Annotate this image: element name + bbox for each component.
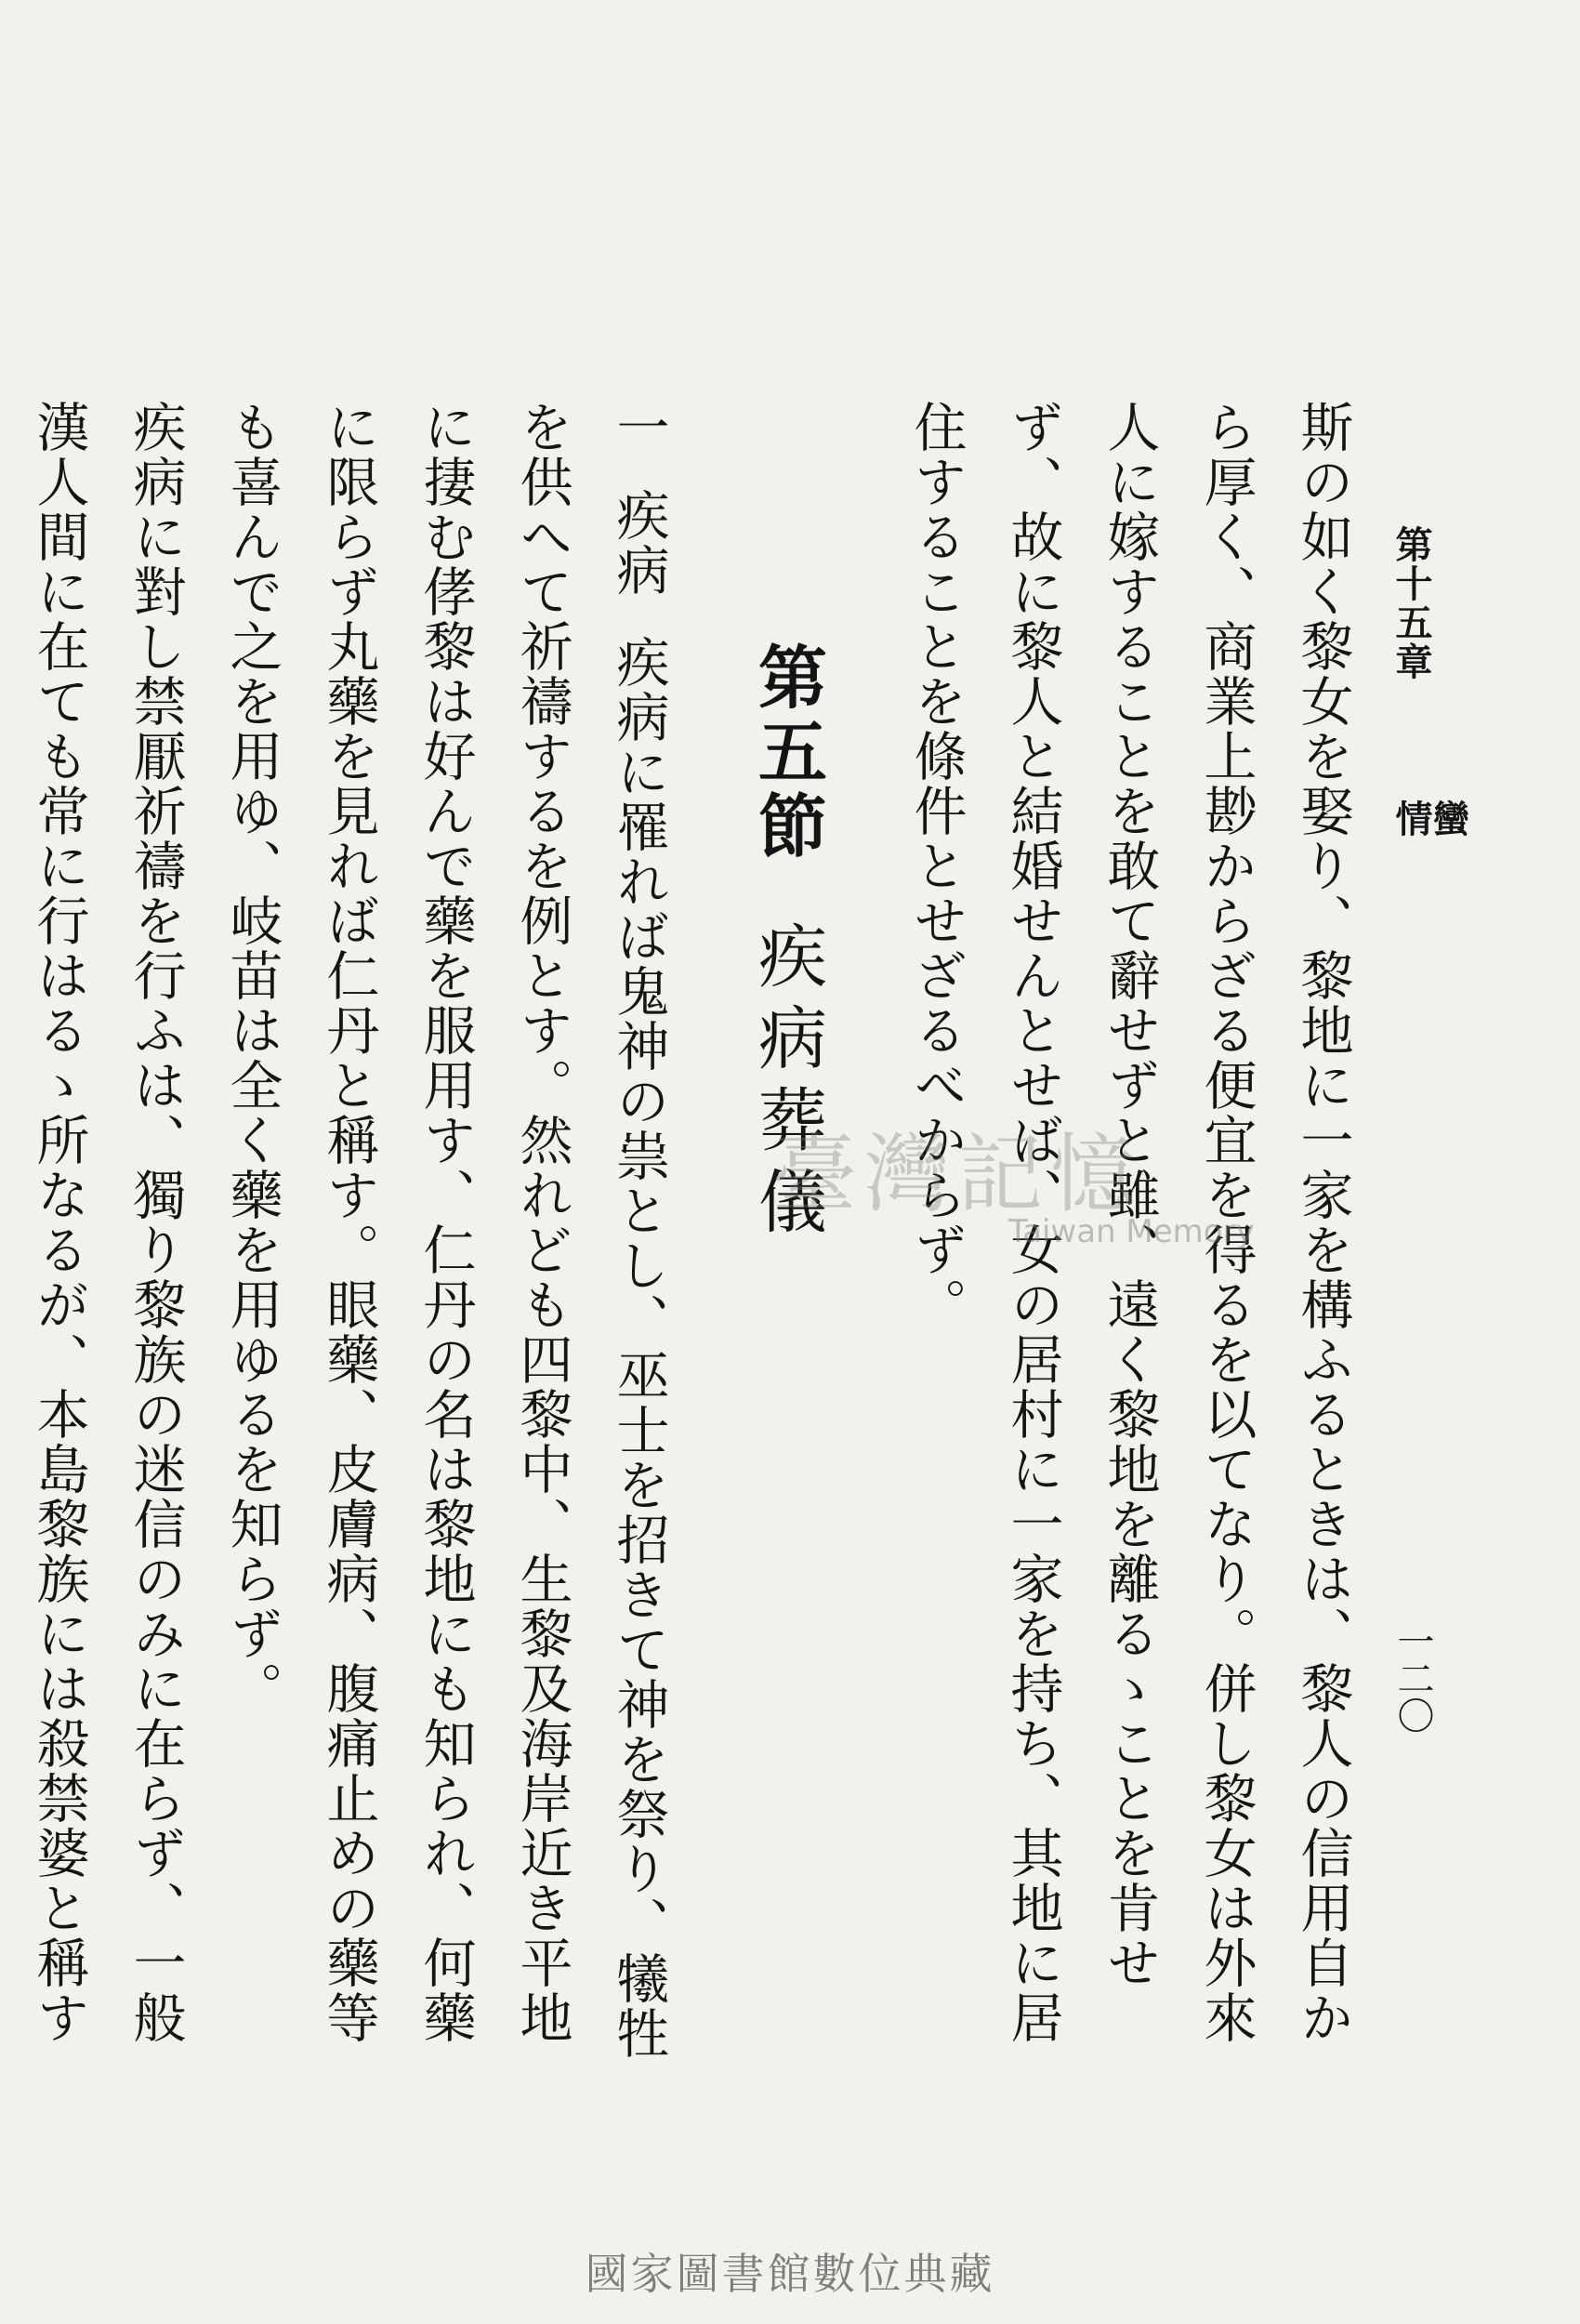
paragraph-2-text: 疾病に罹れば鬼神の祟とし、巫士を招きて神を祭り、犧牲を供へて祈禱するを例とす。然れども四黎中、生黎及海岸近き平地に捿む侾黎は好んで藥を服用す、仁丹の名は黎地にも知られ、何藥に限らず丸藥を見れば仁丹と稱す。眼藥、皮膚病、腹痛止めの藥等も喜んで之を用ゆ、岐苗は全く藥を用ゆるを知らず。 xyxy=(221,400,669,2061)
item-label: 疾病 xyxy=(608,488,669,598)
paragraph-1: 斯の如く黎女を娶り、黎地に一家を構ふるときは、黎人の信用自から厚く、商業上尠からざる便宜を得るを以てなり。併し黎女は外來人に嫁することを敢て辭せずと雖、遠く黎地を離るゝことを肯せず、故に黎人と結婚せんとせば、女の居村に一家を持ち、其地に居住することを條件とせざるべからず。 xyxy=(905,400,1353,2045)
section-heading xyxy=(739,641,836,2073)
running-header-title-char-1: 蠻 xyxy=(1427,799,1470,837)
paragraph-3: 疾病に對し禁厭祈禱を行ふは、獨り黎族の迷信のみに在らず、一般漢人間に在ても常に行はるゝ所なるが、本島黎族には殺禁婆と稱す xyxy=(28,400,186,2045)
running-header-chapter: 第十五章 xyxy=(1389,525,1433,681)
item-number: 一 xyxy=(608,400,669,455)
watermark-text-en: Taiwan Memory xyxy=(1008,1213,1255,1250)
footer-credit: 國家圖書館數位典藏 xyxy=(585,2249,995,2299)
section-title: 疾病葬儀 xyxy=(747,920,827,1248)
paragraph-2 xyxy=(204,400,687,2073)
watermark-text: 臺灣記憶 xyxy=(771,1125,1144,1224)
page-number: 一二〇 xyxy=(1391,1622,1434,1734)
running-header-title xyxy=(1389,799,1470,892)
section-number: 第五節 xyxy=(747,641,827,865)
running-header-title-char-2: 情 xyxy=(1389,799,1433,837)
